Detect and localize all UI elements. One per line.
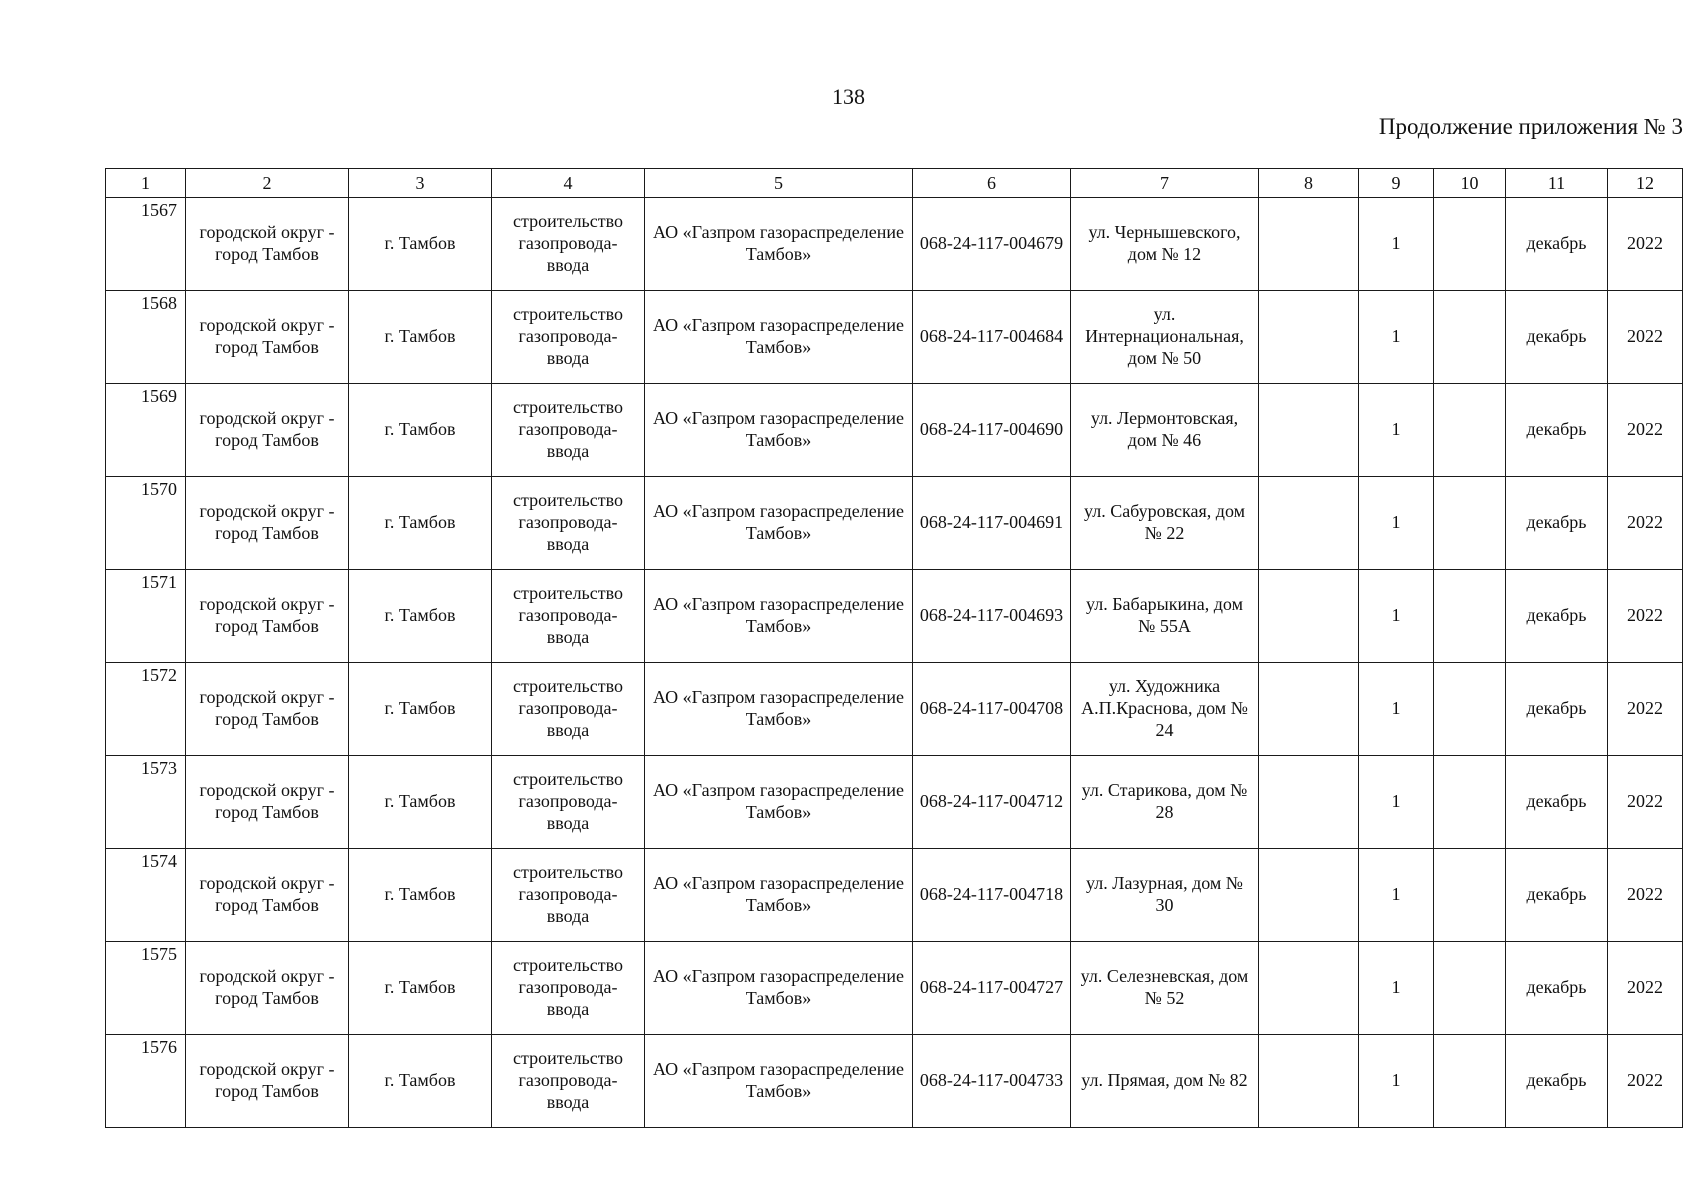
- object-code-cell: 068-24-117-004708: [913, 663, 1071, 756]
- locality-cell: г. Тамбов: [349, 756, 492, 849]
- address-cell: ул. Художника А.П.Краснова, дом № 24: [1071, 663, 1259, 756]
- work-type-cell: строительство газопровода-ввода: [492, 942, 645, 1035]
- district-cell: городской округ - город Тамбов: [186, 198, 349, 291]
- object-code-cell: 068-24-117-004693: [913, 570, 1071, 663]
- object-code-cell: 068-24-117-004690: [913, 384, 1071, 477]
- table-body: [106, 198, 1683, 1128]
- row-number-cell: 1567: [106, 198, 186, 291]
- month-cell: декабрь: [1506, 570, 1608, 663]
- column-10-cell: [1434, 756, 1506, 849]
- district-cell: городской округ - город Тамбов: [186, 849, 349, 942]
- column-header: 5: [645, 169, 913, 198]
- address-cell: ул. Интернациональная, дом № 50: [1071, 291, 1259, 384]
- column-8-cell: [1259, 756, 1359, 849]
- object-code-cell: 068-24-117-004679: [913, 198, 1071, 291]
- organization-cell: АО «Газпром газораспределение Тамбов»: [645, 942, 913, 1035]
- district-cell: городской округ - город Тамбов: [186, 477, 349, 570]
- row-number-cell: 1571: [106, 570, 186, 663]
- work-type-cell: строительство газопровода-ввода: [492, 477, 645, 570]
- column-10-cell: [1434, 291, 1506, 384]
- month-cell: декабрь: [1506, 942, 1608, 1035]
- month-cell: декабрь: [1506, 477, 1608, 570]
- work-type-cell: строительство газопровода-ввода: [492, 756, 645, 849]
- column-header: 7: [1071, 169, 1259, 198]
- locality-cell: г. Тамбов: [349, 570, 492, 663]
- table-row: [106, 756, 1683, 849]
- object-code-cell: 068-24-117-004727: [913, 942, 1071, 1035]
- row-number-cell: 1569: [106, 384, 186, 477]
- locality-cell: г. Тамбов: [349, 849, 492, 942]
- locality-cell: г. Тамбов: [349, 198, 492, 291]
- column-8-cell: [1259, 198, 1359, 291]
- organization-cell: АО «Газпром газораспределение Тамбов»: [645, 198, 913, 291]
- column-header: 6: [913, 169, 1071, 198]
- column-10-cell: [1434, 384, 1506, 477]
- work-type-cell: строительство газопровода-ввода: [492, 663, 645, 756]
- organization-cell: АО «Газпром газораспределение Тамбов»: [645, 384, 913, 477]
- address-cell: ул. Прямая, дом № 82: [1071, 1035, 1259, 1128]
- locality-cell: г. Тамбов: [349, 477, 492, 570]
- column-header: 8: [1259, 169, 1359, 198]
- column-8-cell: [1259, 942, 1359, 1035]
- object-code-cell: 068-24-117-004733: [913, 1035, 1071, 1128]
- work-type-cell: строительство газопровода-ввода: [492, 291, 645, 384]
- column-10-cell: [1434, 570, 1506, 663]
- row-number-cell: 1570: [106, 477, 186, 570]
- year-cell: 2022: [1608, 291, 1683, 384]
- address-cell: ул. Селезневская, дом № 52: [1071, 942, 1259, 1035]
- column-10-cell: [1434, 942, 1506, 1035]
- address-cell: ул. Лазурная, дом № 30: [1071, 849, 1259, 942]
- column-8-cell: [1259, 663, 1359, 756]
- table-row: [106, 942, 1683, 1035]
- locality-cell: г. Тамбов: [349, 1035, 492, 1128]
- year-cell: 2022: [1608, 942, 1683, 1035]
- organization-cell: АО «Газпром газораспределение Тамбов»: [645, 849, 913, 942]
- column-header: 11: [1506, 169, 1608, 198]
- locality-cell: г. Тамбов: [349, 942, 492, 1035]
- quantity-cell: 1: [1359, 570, 1434, 663]
- table-row: [106, 570, 1683, 663]
- work-type-cell: строительство газопровода-ввода: [492, 198, 645, 291]
- column-8-cell: [1259, 570, 1359, 663]
- quantity-cell: 1: [1359, 384, 1434, 477]
- district-cell: городской округ - город Тамбов: [186, 1035, 349, 1128]
- year-cell: 2022: [1608, 849, 1683, 942]
- column-header: 4: [492, 169, 645, 198]
- month-cell: декабрь: [1506, 1035, 1608, 1128]
- year-cell: 2022: [1608, 756, 1683, 849]
- address-cell: ул. Лермонтовская, дом № 46: [1071, 384, 1259, 477]
- work-type-cell: строительство газопровода-ввода: [492, 570, 645, 663]
- month-cell: декабрь: [1506, 849, 1608, 942]
- column-10-cell: [1434, 198, 1506, 291]
- row-number-cell: 1572: [106, 663, 186, 756]
- district-cell: городской округ - город Тамбов: [186, 942, 349, 1035]
- organization-cell: АО «Газпром газораспределение Тамбов»: [645, 291, 913, 384]
- row-number-cell: 1576: [106, 1035, 186, 1128]
- quantity-cell: 1: [1359, 942, 1434, 1035]
- table-row: [106, 477, 1683, 570]
- table-row: [106, 198, 1683, 291]
- quantity-cell: 1: [1359, 756, 1434, 849]
- locality-cell: г. Тамбов: [349, 384, 492, 477]
- appendix-continuation-note: Продолжение приложения № 3: [1378, 114, 1683, 139]
- organization-cell: АО «Газпром газораспределение Тамбов»: [645, 477, 913, 570]
- table-row: [106, 663, 1683, 756]
- district-cell: городской округ - город Тамбов: [186, 756, 349, 849]
- object-code-cell: 068-24-117-004712: [913, 756, 1071, 849]
- address-cell: ул. Старикова, дом № 28: [1071, 756, 1259, 849]
- table-row: [106, 1035, 1683, 1128]
- row-number-cell: 1573: [106, 756, 186, 849]
- column-header: 1: [106, 169, 186, 198]
- table-row: [106, 384, 1683, 477]
- work-type-cell: строительство газопровода-ввода: [492, 849, 645, 942]
- organization-cell: АО «Газпром газораспределение Тамбов»: [645, 1035, 913, 1128]
- district-cell: городской округ - город Тамбов: [186, 291, 349, 384]
- object-code-cell: 068-24-117-004718: [913, 849, 1071, 942]
- month-cell: декабрь: [1506, 663, 1608, 756]
- column-8-cell: [1259, 1035, 1359, 1128]
- quantity-cell: 1: [1359, 291, 1434, 384]
- column-header: 3: [349, 169, 492, 198]
- column-10-cell: [1434, 663, 1506, 756]
- locality-cell: г. Тамбов: [349, 663, 492, 756]
- column-10-cell: [1434, 849, 1506, 942]
- year-cell: 2022: [1608, 198, 1683, 291]
- gas-pipeline-registry-table: [105, 168, 1683, 1128]
- column-8-cell: [1259, 849, 1359, 942]
- district-cell: городской округ - город Тамбов: [186, 384, 349, 477]
- table-row: [106, 849, 1683, 942]
- year-cell: 2022: [1608, 1035, 1683, 1128]
- address-cell: ул. Чернышевского, дом № 12: [1071, 198, 1259, 291]
- column-8-cell: [1259, 291, 1359, 384]
- table-row: [106, 291, 1683, 384]
- address-cell: ул. Бабарыкина, дом № 55А: [1071, 570, 1259, 663]
- month-cell: декабрь: [1506, 384, 1608, 477]
- column-10-cell: [1434, 1035, 1506, 1128]
- row-number-cell: 1575: [106, 942, 186, 1035]
- month-cell: декабрь: [1506, 756, 1608, 849]
- year-cell: 2022: [1608, 663, 1683, 756]
- work-type-cell: строительство газопровода-ввода: [492, 1035, 645, 1128]
- organization-cell: АО «Газпром газораспределение Тамбов»: [645, 663, 913, 756]
- column-header: 12: [1608, 169, 1683, 198]
- page-number: 138: [832, 84, 865, 109]
- column-8-cell: [1259, 384, 1359, 477]
- quantity-cell: 1: [1359, 849, 1434, 942]
- locality-cell: г. Тамбов: [349, 291, 492, 384]
- year-cell: 2022: [1608, 384, 1683, 477]
- address-cell: ул. Сабуровская, дом № 22: [1071, 477, 1259, 570]
- quantity-cell: 1: [1359, 663, 1434, 756]
- work-type-cell: строительство газопровода-ввода: [492, 384, 645, 477]
- year-cell: 2022: [1608, 570, 1683, 663]
- quantity-cell: 1: [1359, 1035, 1434, 1128]
- column-10-cell: [1434, 477, 1506, 570]
- year-cell: 2022: [1608, 477, 1683, 570]
- column-header: 2: [186, 169, 349, 198]
- header-row: [106, 169, 1683, 198]
- object-code-cell: 068-24-117-004684: [913, 291, 1071, 384]
- quantity-cell: 1: [1359, 477, 1434, 570]
- row-number-cell: 1568: [106, 291, 186, 384]
- column-8-cell: [1259, 477, 1359, 570]
- month-cell: декабрь: [1506, 291, 1608, 384]
- column-header: 10: [1434, 169, 1506, 198]
- organization-cell: АО «Газпром газораспределение Тамбов»: [645, 756, 913, 849]
- object-code-cell: 068-24-117-004691: [913, 477, 1071, 570]
- quantity-cell: 1: [1359, 198, 1434, 291]
- row-number-cell: 1574: [106, 849, 186, 942]
- column-header: 9: [1359, 169, 1434, 198]
- district-cell: городской округ - город Тамбов: [186, 663, 349, 756]
- organization-cell: АО «Газпром газораспределение Тамбов»: [645, 570, 913, 663]
- month-cell: декабрь: [1506, 198, 1608, 291]
- district-cell: городской округ - город Тамбов: [186, 570, 349, 663]
